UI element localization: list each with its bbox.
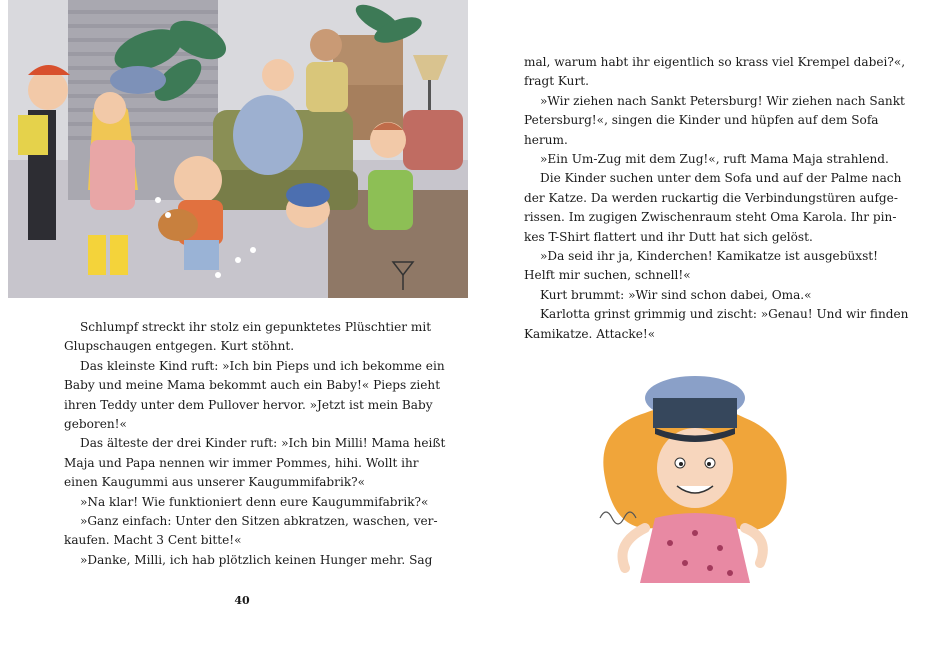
text-line: Kamikatze. Attacke!« bbox=[524, 326, 656, 341]
text-line: Helft mir suchen, schnell!« bbox=[524, 268, 691, 283]
family-scene-illustration bbox=[8, 0, 468, 298]
text-line: »Ein Um-Zug mit dem Zug!«, ruft Mama Maja strahlend. bbox=[540, 152, 889, 167]
text-line: geboren!« bbox=[64, 417, 127, 432]
text-line: herum. bbox=[524, 132, 568, 147]
page-number: 40 bbox=[234, 594, 250, 607]
text-line: »Ganz einfach: Unter den Sitzen abkratzen, waschen, ver- bbox=[80, 514, 438, 529]
text-line: Glupschaugen entgegen. Kurt stöhnt. bbox=[64, 339, 295, 354]
text-line: Petersburg!«, singen die Kinder und hüpfen auf dem Sofa bbox=[524, 113, 879, 128]
left-page bbox=[0, 0, 468, 648]
text-line: einen Kaugummi aus unserer Kaugummifabrik?« bbox=[64, 475, 366, 490]
text-line: Die Kinder suchen unter dem Sofa und auf der Palme nach bbox=[540, 171, 902, 186]
text-line: Schlumpf streckt ihr stolz ein gepunktetes Plüschtier mit bbox=[80, 320, 432, 334]
left-page-text bbox=[64, 318, 446, 570]
text-line: Karlotta grinst grimmig und zischt: »Genau! Und wir finden bbox=[540, 307, 909, 322]
text-line: Baby und meine Mama bekommt auch ein Baby!« Pieps zieht bbox=[64, 378, 441, 393]
karlotta-illustration bbox=[585, 368, 805, 583]
text-line: fragt Kurt. bbox=[524, 74, 589, 89]
text-line: »Danke, Milli, ich hab plötzlich keinen Hunger mehr. Sag bbox=[80, 552, 433, 567]
text-line: Das kleinste Kind ruft: »Ich bin Pieps und ich bekomme ein bbox=[80, 358, 445, 373]
text-line: »Na klar! Wie funktioniert denn eure Kaugummifabrik?« bbox=[80, 494, 429, 509]
text-line: »Da seid ihr ja, Kinderchen! Kamikatze ist ausgebüxst! bbox=[540, 249, 878, 264]
text-line: der Katze. Da werden ruckartig die Verbindungstüren aufge- bbox=[524, 190, 898, 205]
text-line: kes T-Shirt flattert und ihr Dutt hat sich gelöst. bbox=[524, 229, 813, 244]
text-line: mal, warum habt ihr eigentlich so krass viel Krempel dabei?«, bbox=[524, 55, 906, 69]
text-line: ihren Teddy unter dem Pullover hervor. »Jetzt ist mein Baby bbox=[64, 397, 433, 412]
text-line: kaufen. Macht 3 Cent bitte!« bbox=[64, 533, 242, 548]
text-line: »Wir ziehen nach Sankt Petersburg! Wir ziehen nach Sankt bbox=[540, 93, 905, 108]
text-line: rissen. Im zugigen Zwischenraum steht Oma Karola. Ihr pin- bbox=[524, 210, 897, 225]
text-line: Das älteste der drei Kinder ruft: »Ich bin Milli! Mama heißt bbox=[80, 436, 446, 451]
text-line: Kurt brummt: »Wir sind schon dabei, Oma.« bbox=[540, 287, 812, 302]
right-page-text bbox=[524, 53, 909, 344]
text-line: Maja und Papa nennen wir immer Pommes, hihi. Wollt ihr bbox=[64, 455, 419, 470]
